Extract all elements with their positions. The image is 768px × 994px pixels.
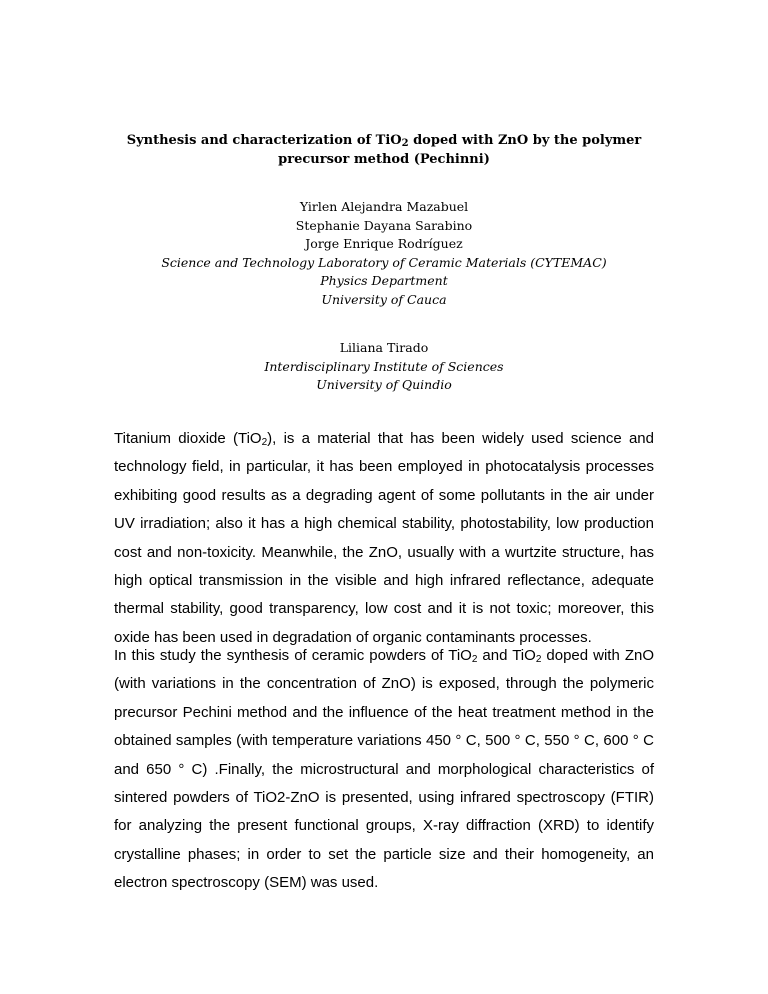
abstract-paragraph-1: Titanium dioxide (TiO$_2$), is a material that has been widely used science and technology field, in particular, it has been employed in photocatalysis processes exhibiting good results as a degrading agent of some pollutants in the air under UV irradiation; also it has a high chemical stability, photostability, low production cost and non-toxicity. Meanwhile, the ZnO, usually with a wurtzite structure, has high optical transmission in the visible and high infrared reflectance, adequate thermal stability, good transparency, low cost and it is not toxic; moreover, this oxide has been used in degradation of organic contaminants processes. (114, 430, 654, 646)
abstract-paragraph-2: In this study the synthesis of ceramic powders of TiO$_2$ and TiO$_2$ doped with ZnO (with variations in the concentration of ZnO) is exposed, through the polymeric precursor Pechini method and the influence of the heat treatment method in the obtained samples (with temperature variations 450 ° C, 500 ° C, 550 ° C, 600 ° C and 650 ° C) .Finally, the microstructural and morphological characteristics of sintered powders of TiO2-ZnO is presented, using infrared spectroscopy (FTIR) for analyzing the present functional groups, X-ray diffraction (XRD) to identify crystalline phases; in order to set the particle size and their homogeneity, an electron spectroscopy (SEM) was used. (114, 647, 654, 892)
paper-title (100, 131, 668, 169)
author-name: Yirlen Alejandra Mazabuel (299, 199, 469, 214)
title-line-2: precursor method (Pechinni) (278, 152, 490, 167)
author-affiliation: University of Quindio (316, 377, 452, 392)
title-line-1: Synthesis and characterization of TiO$_2$ doped with ZnO by the polymer (126, 133, 642, 149)
author-affiliation: University of Cauca (321, 291, 447, 307)
author-block-1 (100, 198, 668, 309)
author-affiliation: Interdisciplinary Institute of Sciences (264, 358, 504, 374)
author-name: Jorge Enrique Rodríguez (305, 236, 463, 251)
author-name: Stephanie Dayana Sarabino (295, 217, 473, 233)
author-affiliation: Physics Department (320, 273, 448, 288)
author-name: Liliana Tirado (339, 340, 429, 355)
author-block-2 (100, 339, 668, 395)
author-affiliation: Science and Technology Laboratory of Ceramic Materials (CYTEMAC) (161, 254, 607, 270)
